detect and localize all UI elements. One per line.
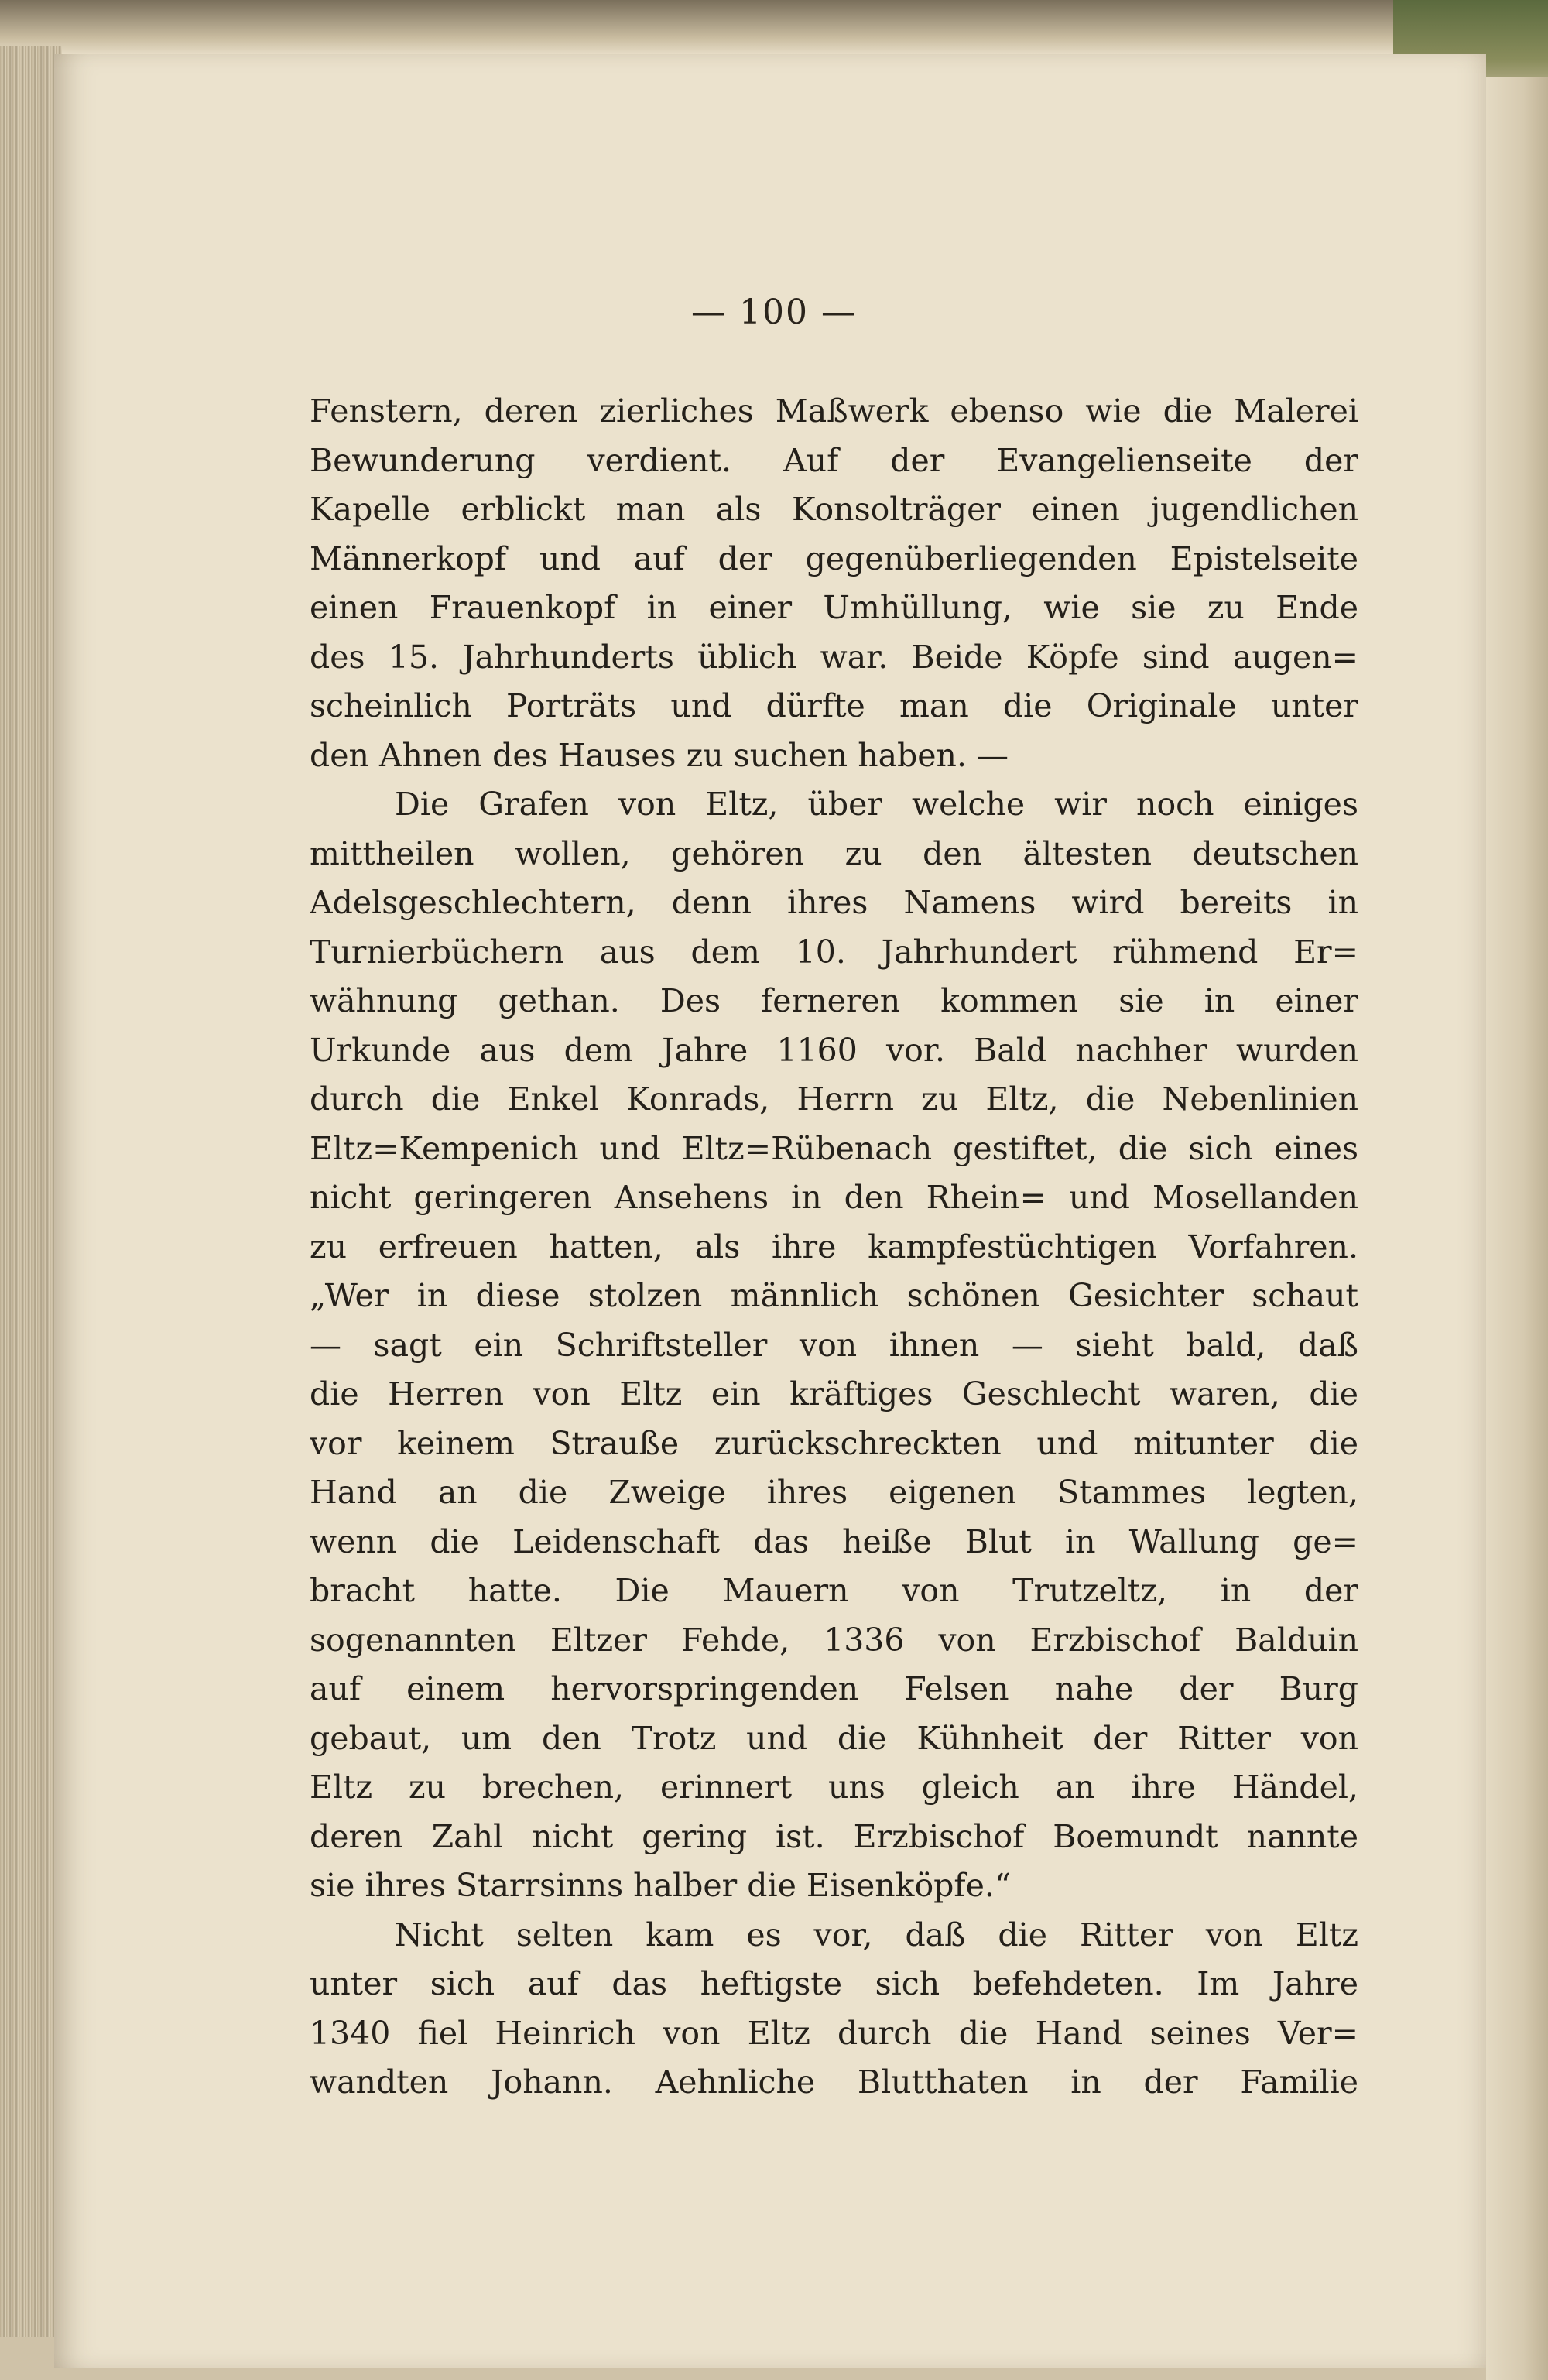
body-text: [310, 387, 1358, 2108]
text-line: 1340 fiel Heinrich von Eltz durch die Hand seines Ver=: [310, 2014, 1358, 2052]
text-line: wähnung gethan. Des ferneren kommen sie in einer: [310, 982, 1358, 1019]
text-line: Hand an die Zweige ihres eigenen Stammes legten,: [310, 1474, 1358, 1511]
text-line: unter sich auf das heftigste sich befehdeten. Im Jahre: [310, 1965, 1358, 2002]
text-line: Fenstern, deren zierliches Maßwerk ebenso wie die Malerei: [310, 392, 1358, 430]
book-spine-top: [0, 0, 1548, 54]
text-line: durch die Enkel Konrads, Herrn zu Eltz, die Nebenlinien: [310, 1080, 1358, 1118]
text-line: auf einem hervorspringenden Felsen nahe der Burg: [310, 1670, 1358, 1707]
text-line: deren Zahl nicht gering ist. Erzbischof Boemundt nannte: [310, 1817, 1358, 1855]
text-line: Eltz zu brechen, erinnert uns gleich an ihre Händel,: [310, 1769, 1358, 1806]
text-line: Eltz=Kempenich und Eltz=Rübenach gestiftet, die sich eines: [310, 1129, 1358, 1167]
text-line: „Wer in diese stolzen männlich schönen Gesichter schaut: [310, 1277, 1358, 1314]
text-line: des 15. Jahrhunderts üblich war. Beide Köpfe sind augen=: [310, 638, 1358, 676]
text-line: scheinlich Porträts und dürfte man die Originale unter: [310, 687, 1358, 724]
text-line: Turnierbüchern aus dem 10. Jahrhundert rühmend Er=: [310, 933, 1358, 971]
text-line: die Herren von Eltz ein kräftiges Geschlecht waren, die: [310, 1375, 1358, 1413]
page-stack-edge: [0, 46, 62, 2337]
text-line: wandten Johann. Aehnliche Blutthaten in der Familie: [310, 2063, 1358, 2101]
text-line: gebaut, um den Trotz und die Kühnheit der Ritter von: [310, 1719, 1358, 1757]
text-line: bracht hatte. Die Mauern von Trutzeltz, in der: [310, 1572, 1358, 1609]
text-line: zu erfreuen hatten, als ihre kampfestüchtigen Vorfahren.: [310, 1228, 1358, 1265]
text-line: Männerkopf und auf der gegenüberliegenden Epistelseite: [310, 539, 1358, 577]
text-line: Nicht selten kam es vor, daß die Ritter von Eltz: [395, 1916, 1358, 1954]
text-line: Bewunderung verdient. Auf der Evangelienseite der: [310, 441, 1358, 479]
text-line: einen Frauenkopf in einer Umhüllung, wie sie zu Ende: [310, 589, 1358, 626]
text-line: sie ihres Starrsinns halber die Eisenköpfe.“: [310, 1867, 1011, 1904]
page-right-edge: [1486, 77, 1548, 2380]
text-line: Adelsgeschlechtern, denn ihres Namens wird bereits in: [310, 884, 1358, 921]
page-number: — 100 —: [691, 293, 857, 332]
text-line: Kapelle erblickt man als Konsolträger einen jugendlichen: [310, 491, 1358, 528]
text-line: Urkunde aus dem Jahre 1160 vor. Bald nachher wurden: [310, 1031, 1358, 1069]
text-line: nicht geringeren Ansehens in den Rhein= und Mosellanden: [310, 1179, 1358, 1216]
text-line: mittheilen wollen, gehören zu den ältesten deutschen: [310, 834, 1358, 872]
text-line: Die Grafen von Eltz, über welche wir noch einiges: [395, 786, 1358, 823]
text-line: sogenannten Eltzer Fehde, 1336 von Erzbischof Balduin: [310, 1621, 1358, 1659]
text-line: — sagt ein Schriftsteller von ihnen — sieht bald, daß: [310, 1326, 1358, 1364]
text-line: vor keinem Strauße zurückschreckten und mitunter die: [310, 1424, 1358, 1462]
text-line: wenn die Leidenschaft das heiße Blut in Wallung ge=: [310, 1522, 1358, 1560]
text-line: den Ahnen des Hauses zu suchen haben. —: [310, 736, 1009, 774]
